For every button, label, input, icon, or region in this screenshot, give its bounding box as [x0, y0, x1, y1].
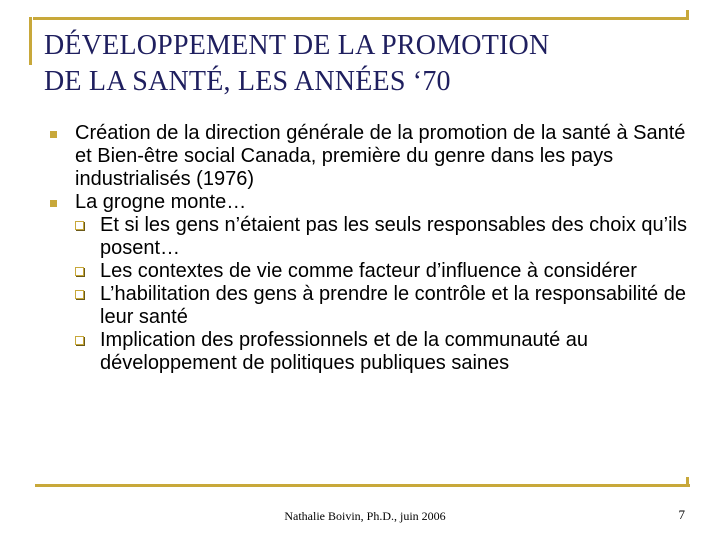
hollow-square-bullet-icon: [75, 221, 84, 230]
sub-bullet-text: Implication des professionnels et de la communauté au développement de politiques publiques saines: [100, 329, 589, 374]
bullet-list: [50, 122, 690, 375]
slide-title-line-1: DÉVELOPPEMENT DE LA PROMOTION: [44, 30, 550, 61]
hollow-square-bullet-icon: [75, 336, 84, 345]
title-rule-top: [33, 17, 688, 20]
hollow-square-bullet-icon: [75, 290, 84, 299]
bullet-text: La grogne monte…: [75, 191, 247, 213]
slide-number: 7: [678, 507, 685, 522]
bullet-item: [50, 122, 690, 191]
bullet-item: [50, 191, 690, 214]
footer-rule: [35, 484, 690, 487]
slide-title-line-2: DE LA SANTÉ, LES ANNÉES ‘70: [44, 66, 451, 97]
footer-author: Nathalie Boivin, Ph.D., juin 2006: [284, 509, 446, 523]
square-bullet-icon: [50, 200, 57, 207]
slide-title: [44, 28, 684, 100]
sub-bullet-text: L’habilitation des gens à prendre le contrôle et la responsabilité de leur santé: [100, 283, 686, 328]
sub-bullet-item: [50, 283, 690, 329]
title-rule-left: [29, 17, 32, 65]
sub-bullet-item: [50, 329, 690, 375]
sub-bullet-item: [50, 260, 690, 283]
sub-bullet-item: [50, 214, 690, 260]
sub-bullet-text: Les contextes de vie comme facteur d’influence à considérer: [100, 260, 637, 282]
square-bullet-icon: [50, 131, 57, 138]
bullet-text: Création de la direction générale de la promotion de la santé à Santé et Bien-être social Canada, première du genre dans les pays industrialisés (1976): [75, 122, 686, 190]
footer-rule-right: [686, 477, 689, 487]
title-rule-right: [686, 10, 689, 20]
sub-bullet-text: Et si les gens n’étaient pas les seuls responsables des choix qu’ils posent…: [100, 214, 687, 259]
hollow-square-bullet-icon: [75, 267, 84, 276]
